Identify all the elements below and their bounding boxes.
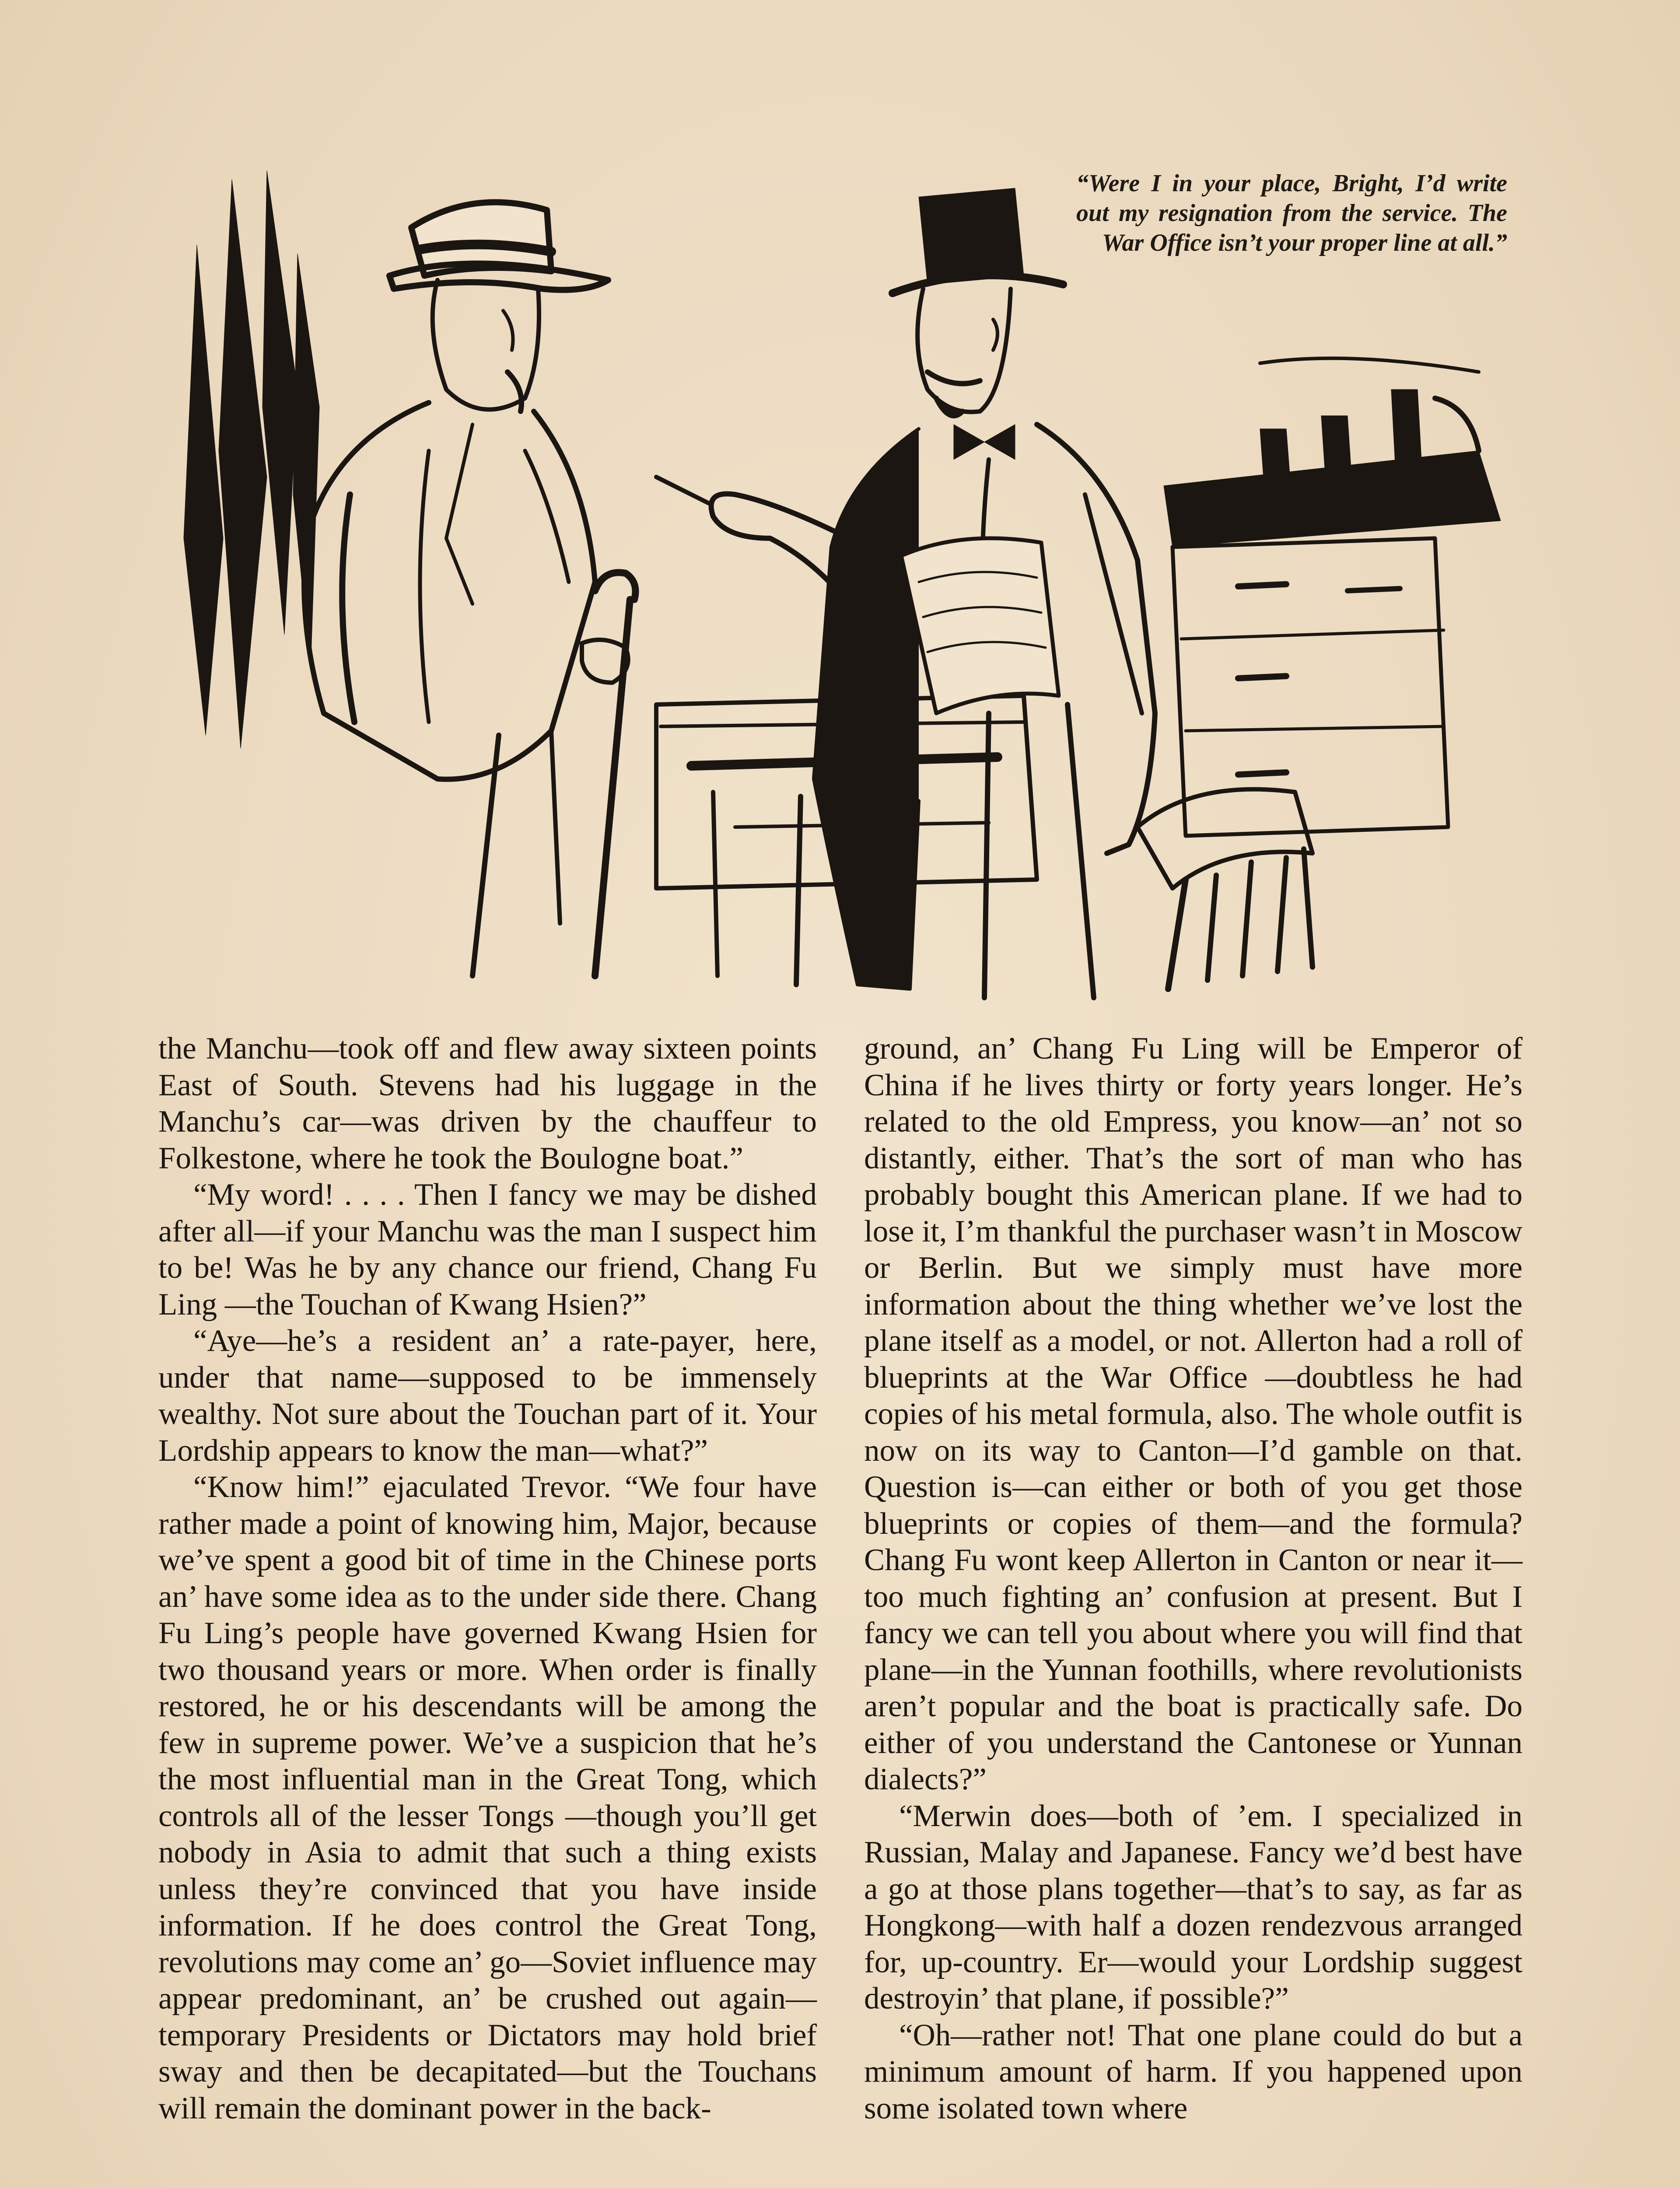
paragraph: “Aye—he’s a resident an’ a rate-payer, here, under that name—supposed to be immensely wealthy. Not sure about the Touchan part of it. Your Lordship appears to know the man—what?” xyxy=(158,1324,817,1468)
paragraph: “My word! . . . . Then I fancy we may be dished after all—if your Manchu was the man I suspect him to be! Was he by any chance our friend, Chang Fu Ling —the Touchan of Kwang Hsien?” xyxy=(158,1178,817,1322)
illustration-two-men-in-office xyxy=(166,144,1527,1006)
text-column-right xyxy=(864,1031,1522,2127)
paragraph: “Oh—rather not! That one plane could do but a minimum amount of harm. If you happened upon some isolated town where xyxy=(864,2018,1522,2125)
paragraph: “Know him!” ejaculated Trevor. “We four have rather made a point of knowing him, Major, because we’ve spent a good bit of time in the Chinese ports an’ have some idea as to the under side there. Chang Fu Ling’s people have governed Kwang Hsien for two thousand years or more. When order is finally restored, he or his descendants will be among the few in supreme power. We’ve a suspicion that he’s the most influential man in the Great Tong, which controls all of the lesser Tongs —though you’ll get nobody in Asia to admit that such a thing exists unless they’re convinced that you have inside information. If he does control the Great Tong, revolutions may come an’ go—Soviet influence may appear predominant, an’ be crushed out again—temporary Presidents or Dictators may hold brief sway and then be decapitated—but the Touchans will remain the dominant power in the back- xyxy=(158,1470,817,2125)
paragraph: “Merwin does—both of ’em. I specialized in Russian, Malay and Japanese. Fancy we’d best have a go at those plans together—that’s to say, as far as Hongkong—with half a dozen rendezvous arranged for, up-country. Er—would your Lordship suggest destroyin’ that plane, if possible?” xyxy=(864,1799,1522,2016)
text-column-left xyxy=(158,1031,817,2127)
paragraph: the Manchu—took off and flew away sixteen points East of South. Stevens had his luggage in the Manchu’s car—was driven by the chauffeur to Folkestone, where he took the Boulogne boat.” xyxy=(158,1031,817,1175)
illustration-caption: “Were I in your place, Bright, I’d write out my resignation from the service. The War Office isn’t your proper line at all.” xyxy=(1076,170,1507,256)
paragraph: ground, an’ Chang Fu Ling will be Emperor of China if he lives thirty or forty years longer. He’s related to the old Empress, you know—an’ not so distantly, either. That’s the sort of man who has probably bought this American plane. If we had to lose it, I’m thankful the purchaser wasn’t in Moscow or Berlin. But we simply must have more information about the thing whether we’ve lost the plane itself as a model, or not. Allerton had a roll of blueprints at the War Office —doubtless he had copies of his metal formula, also. The whole outfit is now on its way to Canton—I’d gamble on that. Question is—can either or both of you get those blueprints or copies of them—and the formula? Chang Fu wont keep Allerton in Canton or near it—too much fighting an’ confusion at present. But I fancy we can tell you about where you will find that plane—in the Yunnan foothills, where revolutionists aren’t popular and the boat is practically safe. Do either of you understand the Cantonese or Yunnan dialects?” xyxy=(864,1031,1522,1796)
